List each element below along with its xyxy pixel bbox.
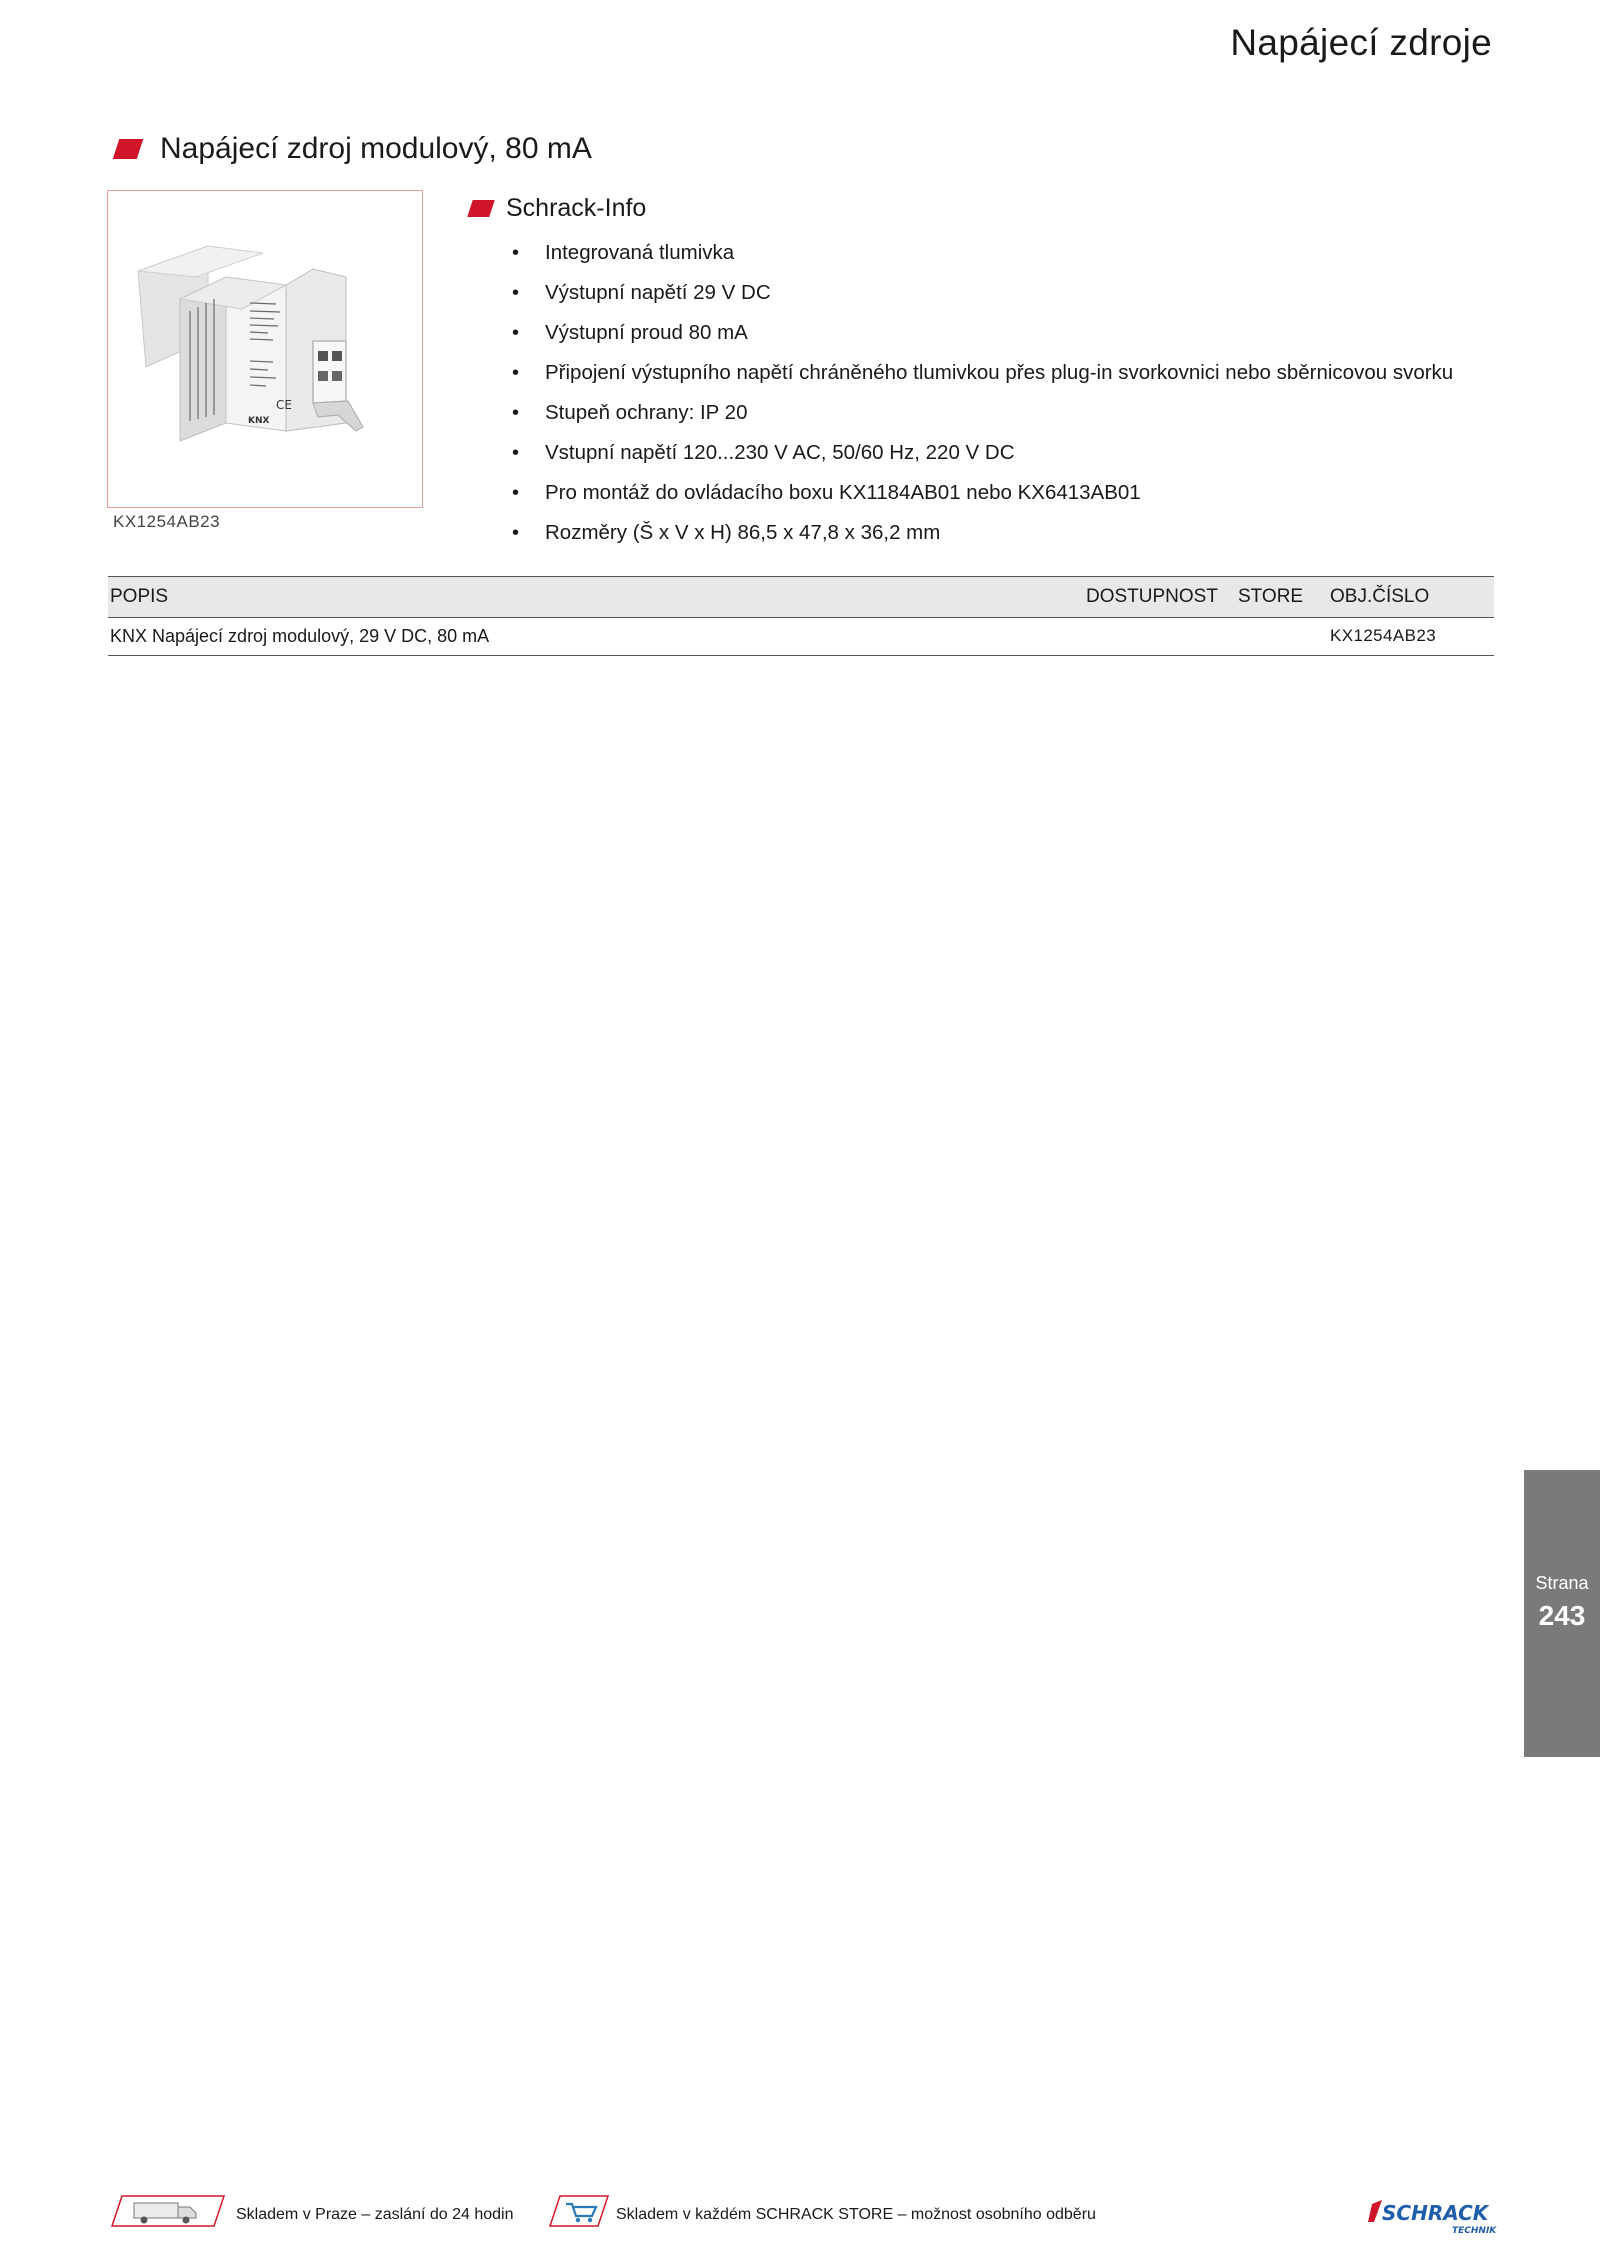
svg-text:TECHNIK: TECHNIK — [1452, 2226, 1497, 2236]
cell-obj-cislo[interactable]: KX1254AB23 — [1330, 626, 1437, 645]
info-heading-text: Schrack-Info — [506, 194, 647, 222]
list-item — [512, 358, 1453, 398]
product-title — [112, 132, 592, 166]
list-item-text: Integrovaná tlumivka — [545, 241, 735, 264]
svg-text:CE: CE — [276, 398, 292, 412]
bullet-icon: • — [512, 362, 520, 384]
header-obj-cislo: OBJ.ČÍSLO — [1330, 586, 1430, 607]
info-list — [512, 238, 1453, 558]
page-side-tab — [1524, 1470, 1600, 1757]
product-image — [107, 190, 423, 508]
header-store: STORE — [1238, 586, 1304, 607]
list-item — [512, 278, 1453, 318]
bullet-icon: • — [512, 322, 520, 344]
table-header — [108, 576, 1494, 618]
page-title: Napájecí zdroje — [1230, 22, 1492, 63]
list-item — [512, 518, 1453, 558]
footer-stock-prague: Skladem v Praze – zaslání do 24 hodin — [236, 2206, 514, 2223]
delivery-truck-icon — [110, 2194, 226, 2228]
list-item-text: Výstupní proud 80 mA — [545, 321, 748, 344]
red-flag-icon — [113, 139, 143, 159]
list-item-text: Výstupní napětí 29 V DC — [545, 281, 771, 304]
bullet-icon: • — [512, 442, 520, 464]
list-item-text: Stupeň ochrany: IP 20 — [545, 401, 748, 424]
header-popis: POPIS — [110, 586, 169, 607]
schrack-logo — [1368, 2196, 1508, 2236]
list-item-text: Připojení výstupního napětí chráněného tlumivkou přes plug-in svorkovnici nebo sběrnicovou svorku — [545, 361, 1454, 384]
list-item-text: Vstupní napětí 120...230 V AC, 50/60 Hz, 220 V DC — [545, 441, 1015, 464]
table-row — [108, 618, 1494, 656]
list-item-text: Pro montáž do ovládacího boxu KX1184AB01 nebo KX6413AB01 — [545, 481, 1141, 504]
cell-popis: KNX Napájecí zdroj modulový, 29 V DC, 80 mA — [110, 626, 490, 646]
list-item — [512, 438, 1453, 478]
product-table — [108, 576, 1494, 656]
footer-stock-store: Skladem v každém SCHRACK STORE – možnost osobního odběru — [616, 2206, 1096, 2223]
bullet-icon: • — [512, 242, 520, 264]
info-heading — [470, 194, 646, 223]
list-item-text: Rozměry (Š x V x H) 86,5 x 47,8 x 36,2 mm — [545, 521, 941, 544]
list-item — [512, 398, 1453, 438]
bullet-icon: • — [512, 482, 520, 504]
product-title-text: Napájecí zdroj modulový, 80 mA — [160, 132, 592, 165]
red-flag-icon — [467, 200, 495, 217]
bullet-icon: • — [512, 282, 520, 304]
shopping-cart-icon — [548, 2194, 610, 2228]
list-item — [512, 478, 1453, 518]
image-caption: KX1254AB23 — [113, 512, 221, 531]
bullet-icon: • — [512, 522, 520, 544]
list-item — [512, 238, 1453, 278]
page-number: 243 — [1538, 1600, 1586, 1631]
bullet-icon: • — [512, 402, 520, 424]
header-dostupnost: DOSTUPNOST — [1086, 586, 1218, 607]
svg-text:SCHRACK: SCHRACK — [1382, 2201, 1489, 2225]
svg-text:KNX: KNX — [248, 416, 270, 426]
power-supply-module-image — [108, 191, 421, 506]
side-tab-label: Strana — [1535, 1573, 1589, 1593]
list-item — [512, 318, 1453, 358]
schrack-logo-mark — [1368, 2196, 1508, 2236]
